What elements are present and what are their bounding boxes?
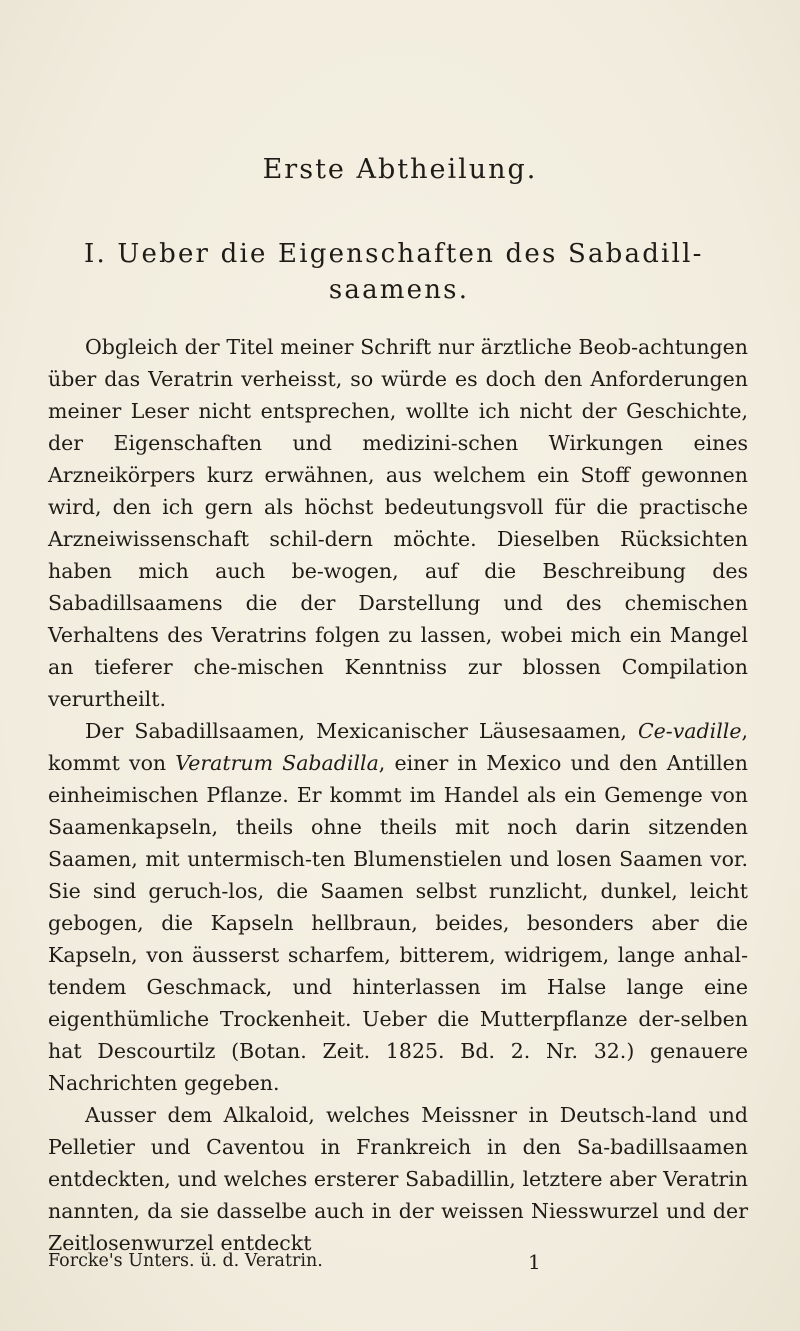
- paragraph-3-text: Ausser dem Alkaloid, welches Meissner in Deutsch-land und Pelletier und Caventou in Frankreich in den Sa-badillsaamen entdeckten, und welches ersterer Sabadillin, letztere aber Veratrin nannten, da sie dasselbe auch in der weissen Niesswurzel und der Zeitlosenwurzel entdeckt: [48, 1103, 748, 1255]
- paragraph-2-text-a: Der Sabadillsaamen, Mexicanischer Läusesaamen,: [85, 719, 638, 743]
- signature-number: 1: [528, 1250, 541, 1274]
- section-title: Erste Abtheilung.: [262, 154, 538, 185]
- paragraph-2-text-c: , einer in Mexico und den Antillen einheimischen Pflanze. Er kommt im Handel als ein Gemenge von Saamenkapseln, theils ohne theils mit noch darin sitzenden Saamen, mit untermisch-ten Blumenstielen und losen Saamen vor. Sie sind geruch-los, die Saamen selbst runzlicht, dunkel, leicht gebogen, die Kapseln hellbraun, beides, besonders aber die Kapseln, von äusserst scharfem, bitterem, widrigem, lange anhal-tendem Geschmack, und hinterlassen im Halse lange eine eigenthümliche Trockenheit. Ueber die Mutterpflanze der-selben hat Descourtilz (Botan. Zeit. 1825. Bd. 2. Nr. 32.) genauere Nachrichten gegeben.: [48, 751, 748, 1095]
- paragraph-2: [48, 715, 748, 1099]
- paragraph-1-text: Obgleich der Titel meiner Schrift nur ärztliche Beob-achtungen über das Veratrin verheisst, so würde es doch den Anforderungen meiner Leser nicht entsprechen, wollte ich nicht der Geschichte, der Eigenschaften und medizini-schen Wirkungen eines Arzneikörpers kurz erwähnen, aus welchem ein Stoff gewonnen wird, den ich gern als höchst bedeutungsvoll für die practische Arzneiwissenschaft schil-dern möchte. Dieselben Rücksichten haben mich auch be-wogen, auf die Beschreibung des Sabadillsaamens die der Darstellung und des chemischen Verhaltens des Veratrins folgen zu lassen, wobei mich ein Mangel an tieferer che-mischen Kenntniss zur blossen Compilation verurtheilt.: [48, 335, 748, 711]
- chapter-heading: [84, 236, 744, 308]
- paragraph-1: [48, 331, 748, 715]
- term-veratrum-sabadilla: Veratrum Sabadilla: [175, 751, 379, 775]
- paragraph-2-text-b: , kommt von: [48, 719, 748, 775]
- chapter-heading-line-1: I. Ueber die Eigenschaften des Sabadill-: [84, 239, 704, 269]
- paragraph-3: [48, 1099, 748, 1259]
- chapter-heading-line-2: saamens.: [328, 275, 470, 305]
- signature-mark: Forcke's Unters. ü. d. Veratrin.: [48, 1251, 323, 1271]
- term-cevadille: Ce-vadille: [637, 719, 742, 743]
- body-text: [48, 331, 748, 1259]
